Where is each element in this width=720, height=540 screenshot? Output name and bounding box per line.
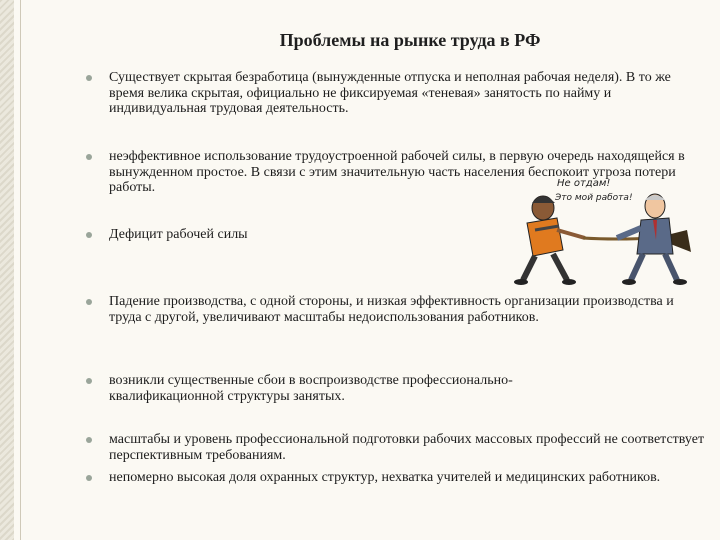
bullet-text: непомерно высокая доля охранных структур, нехватка учителей и медицинских работников. xyxy=(109,470,661,485)
cartoon-caption-2: Это мой работа! xyxy=(555,193,633,203)
bullet-dot-icon xyxy=(86,75,92,81)
bullet-item xyxy=(86,227,386,243)
bullet-item xyxy=(86,470,711,486)
slide-title: Проблемы на рынке труда в РФ xyxy=(279,30,541,50)
bullet-item xyxy=(86,432,711,463)
bullet-dot-icon xyxy=(86,232,92,238)
bullet-dot-icon xyxy=(86,299,92,305)
bullet-dot-icon xyxy=(86,437,92,443)
worker-figure xyxy=(514,196,585,285)
tug-of-war-cartoon xyxy=(505,168,705,288)
bullet-text: неэффективное использование трудоустроенной рабочей силы, в первую очередь находящейся в вынужденном простое. В связи с этим значительную часть населения беспокоит угроза потери работы. xyxy=(109,149,685,195)
bullet-text: возникли существенные сбои в воспроизводстве профессионально-квалификационной структуры занятых. xyxy=(109,373,513,404)
bullet-text: масштабы и уровень профессиональной подготовки рабочих массовых профессий не соответствует перспективным требованиям. xyxy=(109,432,705,463)
bullet-item xyxy=(86,70,686,117)
bullet-dot-icon xyxy=(86,475,92,481)
bullet-text: Существует скрытая безработица (вынужденные отпуска и неполная рабочая неделя). В то же время велика скрытая, официально не фиксируемая «теневая» занятость по найму и индивидуальная трудовая деятельность. xyxy=(109,70,671,116)
bullet-dot-icon xyxy=(86,378,92,384)
decorative-left-line xyxy=(20,0,21,540)
bullet-text: Дефицит рабочей силы xyxy=(109,227,248,242)
bullet-item xyxy=(86,373,626,404)
bullet-dot-icon xyxy=(86,154,92,160)
decorative-left-strip xyxy=(0,0,14,540)
bullet-text: Падение производства, с одной стороны, и низкая эффективность организации производства и труда с другой, увеличивают масштабы недоиспользования работников. xyxy=(109,294,674,325)
cartoon-caption-1: Не отдам! xyxy=(557,178,611,189)
bullet-item xyxy=(86,294,696,325)
